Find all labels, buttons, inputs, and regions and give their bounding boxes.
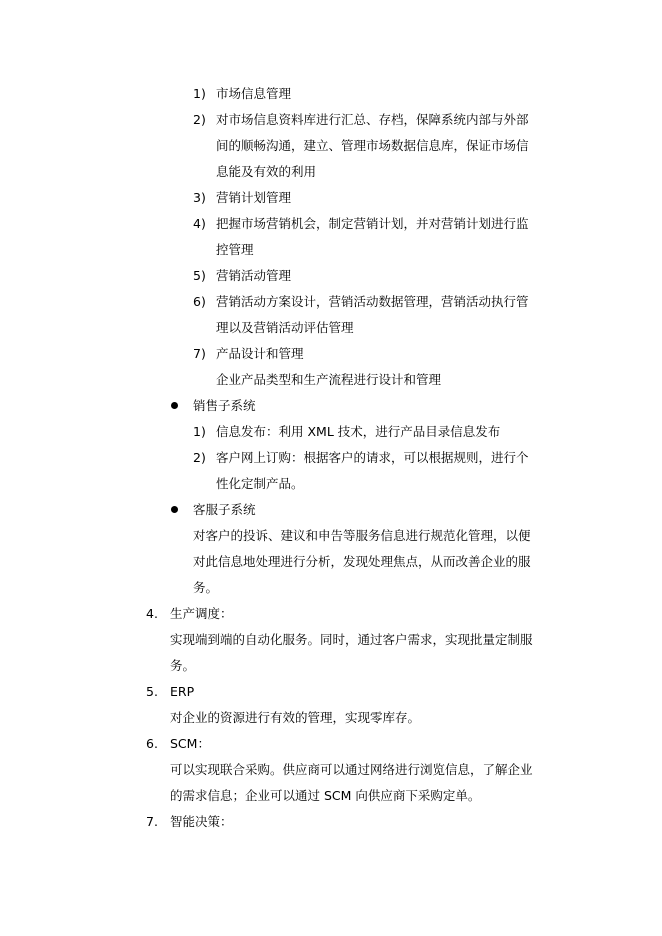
list-item-text: 控管理 — [216, 242, 254, 257]
section-title: SCM： — [170, 736, 210, 751]
section-number: 6. — [146, 736, 158, 751]
bullet-icon — [171, 506, 178, 513]
list-item-text: 理以及营销活动评估管理 — [216, 320, 354, 335]
list-item-text: 营销计划管理 — [216, 190, 292, 205]
list-item-text: 客户网上订购：根据客户的请求，可以根据规则，进行个 — [216, 450, 529, 465]
paragraph-line: 务。 — [170, 658, 196, 673]
list-number: 7) — [193, 346, 206, 361]
section-title: 生产调度： — [170, 606, 233, 621]
paragraph-line: 的需求信息；企业可以通过 SCM 向供应商下采购定单。 — [170, 788, 481, 803]
list-number: 2) — [193, 112, 206, 127]
list-number: 1) — [193, 424, 206, 439]
list-number: 5) — [193, 268, 206, 283]
paragraph-line: 务。 — [193, 580, 219, 595]
list-item-text: 息能及有效的利用 — [216, 164, 317, 179]
list-item-text: 企业产品类型和生产流程进行设计和管理 — [216, 372, 442, 387]
section-number: 5. — [146, 684, 158, 699]
list-item-text: 营销活动方案设计，营销活动数据管理，营销活动执行管 — [216, 294, 529, 309]
list-number: 4) — [193, 216, 206, 231]
section-number: 4. — [146, 606, 158, 621]
paragraph-line: 可以实现联合采购。供应商可以通过网络进行浏览信息，了解企业 — [170, 762, 533, 777]
subsystem-title: 销售子系统 — [193, 398, 256, 413]
list-number: 1) — [193, 86, 206, 101]
list-number: 6) — [193, 294, 206, 309]
list-item-text: 信息发布：利用 XML 技术，进行产品目录信息发布 — [216, 424, 501, 439]
section-number: 7. — [146, 814, 158, 829]
list-number: 3) — [193, 190, 206, 205]
list-item-text: 把握市场营销机会，制定营销计划，并对营销计划进行监 — [216, 216, 529, 231]
list-item-text: 营销活动管理 — [216, 268, 292, 283]
section-title: 智能决策： — [170, 814, 233, 829]
list-item-text: 性化定制产品。 — [216, 476, 304, 491]
list-item-text: 对市场信息资料库进行汇总、存档，保障系统内部与外部 — [216, 112, 529, 127]
list-number: 2) — [193, 450, 206, 465]
subsystem-title: 客服子系统 — [193, 502, 256, 517]
bullet-icon — [171, 402, 178, 409]
list-item-text: 市场信息管理 — [216, 86, 292, 101]
paragraph-line: 对客户的投诉、建议和申告等服务信息进行规范化管理，以便 — [193, 528, 531, 543]
paragraph-line: 对此信息地处理进行分析，发现处理焦点，从而改善企业的服 — [193, 554, 531, 569]
paragraph-line: 实现端到端的自动化服务。同时，通过客户需求，实现批量定制服 — [170, 632, 533, 647]
list-item-text: 间的顺畅沟通，建立、管理市场数据信息库，保证市场信 — [216, 138, 529, 153]
paragraph-line: 对企业的资源进行有效的管理，实现零库存。 — [170, 710, 421, 725]
section-title: ERP — [170, 684, 195, 699]
list-item-text: 产品设计和管理 — [216, 346, 304, 361]
